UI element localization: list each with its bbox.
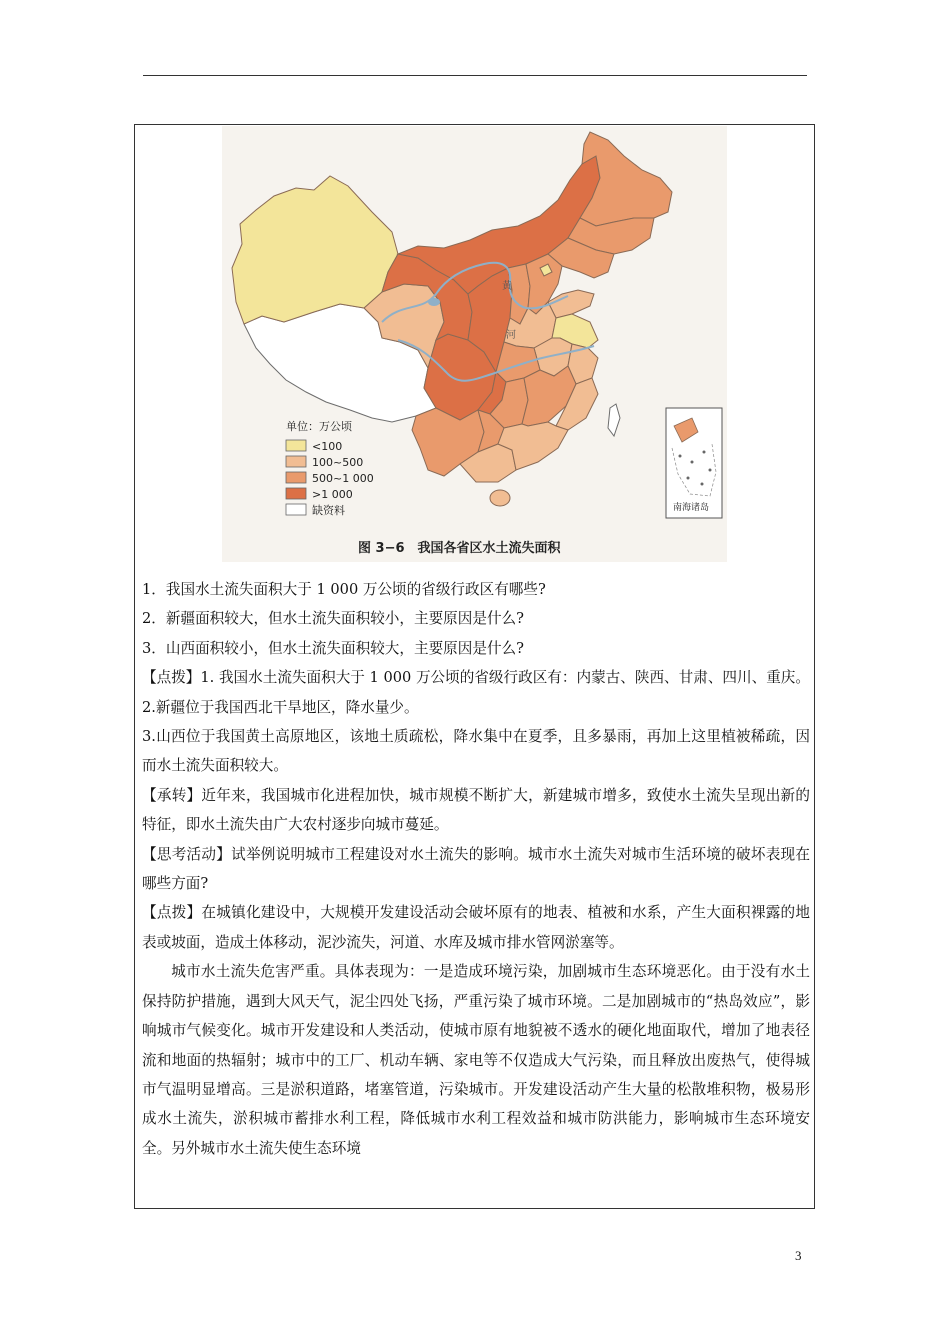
qinghai-lake bbox=[428, 298, 440, 306]
transition-text: 近年来，我国城市化进程加快，城市规模不断扩大，新建城市增多，致使水土流失呈现出新的特征，即水土流失由广大农村逐步向城市蔓延。 bbox=[142, 786, 810, 834]
hint-paragraph-2 bbox=[142, 898, 810, 957]
china-map bbox=[222, 126, 727, 562]
legend-swatch bbox=[286, 440, 306, 451]
answer-3: 3.山西位于我国黄土高原地区，该地土质疏松，降水集中在夏季，且多暴雨，再加上这里植被稀疏，因而水土流失面积较大。 bbox=[142, 728, 810, 775]
hint-paragraph-1 bbox=[142, 663, 810, 692]
page-number: 3 bbox=[795, 1248, 802, 1263]
answer-2: 2.新疆位于我国西北干旱地区，降水量少。 bbox=[142, 698, 419, 716]
figure-caption: 图 3−6 我国各省区水土流失面积 bbox=[358, 541, 561, 556]
river-label-1: 黄 bbox=[502, 281, 512, 292]
legend-swatch bbox=[286, 456, 306, 467]
transition-paragraph bbox=[142, 781, 810, 840]
hint-text: 在城镇化建设中，大规模开发建设活动会破坏原有的地表、植被和水系，产生大面积裸露的地表或坡面，造成土体移动，泥沙流失，河道、水库及城市排水管网淤塞等。 bbox=[142, 904, 810, 951]
south-china-sea-inset bbox=[666, 408, 722, 518]
question-3: 3．山西面积较小，但水土流失面积较大，主要原因是什么? bbox=[142, 639, 524, 657]
question-2: 2．新疆面积较大，但水土流失面积较小，主要原因是什么? bbox=[142, 610, 524, 628]
thinking-activity-label: 【思考活动】 bbox=[142, 845, 232, 863]
soil-erosion-map-figure bbox=[222, 126, 727, 562]
river-label-2: 河 bbox=[506, 330, 516, 341]
legend-swatch bbox=[286, 488, 306, 499]
legend-label: 100~500 bbox=[312, 456, 364, 469]
hint-label: 【点拨】 bbox=[142, 669, 201, 687]
inset-label: 南海诸岛 bbox=[673, 503, 710, 513]
legend-label: <100 bbox=[312, 440, 343, 453]
region-hainan bbox=[490, 490, 510, 506]
urban-erosion-paragraph: 城市水土流失危害严重。具体表现为：一是造成环境污染，加剧城市生态环境恶化。由于没有水土保持防护措施，遇到大风天气，泥尘四处飞扬，严重污染了城市环境。二是加剧城市的“热岛效应”，影响城市气候变化。城市开发建设和人类活动，使城市原有地貌被不透水的硬化地面取代，增加了地表径流和地面的热辐射；城市中的工厂、机动车辆、家电等不仅造成大气污染，而且释放出废热气，使得城市气温明显增高。三是淤积道路，堵塞管道，污染城市。开发建设活动产生大量的松散堆积物，极易形成水土流失，淤积城市蓄排水利工程，降低城市水利工程效益和城市防洪能力，影响城市生态环境安全。另外城市水土流失使生态环境 bbox=[142, 963, 810, 1157]
legend-swatch bbox=[286, 504, 306, 515]
legend-label: >1 000 bbox=[312, 488, 353, 501]
legend-swatch bbox=[286, 472, 306, 483]
document-body bbox=[142, 575, 810, 1163]
legend-title: 单位：万公顷 bbox=[286, 420, 352, 433]
hint-text: 1. 我国水土流失面积大于 1 000 万公顷的省级行政区有：内蒙古、陕西、甘肃、四川、重庆。 bbox=[200, 669, 810, 687]
legend-label: 500~1 000 bbox=[312, 472, 374, 485]
transition-label: 【承转】 bbox=[142, 786, 202, 804]
thinking-activity-paragraph bbox=[142, 840, 810, 899]
header-rule bbox=[143, 75, 807, 76]
hint-label: 【点拨】 bbox=[142, 904, 202, 922]
thinking-activity-text: 试举例说明城市工程建设对水土流失的影响。城市水土流失对城市生活环境的破坏表现在哪些方面? bbox=[142, 845, 810, 893]
question-1: 1．我国水土流失面积大于 1 000 万公顷的省级行政区有哪些? bbox=[142, 581, 546, 598]
legend-label: 缺资料 bbox=[312, 504, 345, 517]
